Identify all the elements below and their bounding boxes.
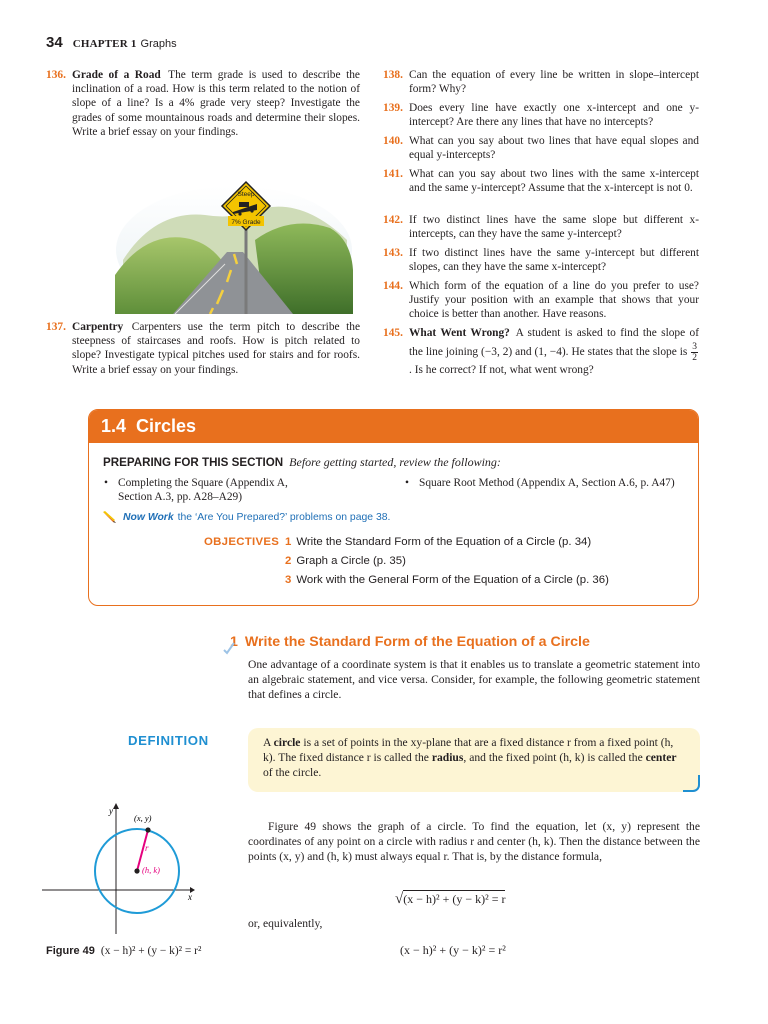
- now-work-line[interactable]: [101, 510, 390, 524]
- sign-text-grade: 7% Grade: [231, 219, 261, 226]
- exercise-145: [383, 326, 700, 378]
- prep-item-text: Completing the Square (Appendix A, Section A.3, pp. A28–A29): [118, 477, 288, 504]
- steep-grade-road-illustration: [115, 180, 353, 314]
- definition-fragment: of the circle.: [263, 765, 322, 779]
- fraction-denominator: 2: [692, 352, 697, 363]
- definition-fragment: , and the fixed point (h, k) is called the: [463, 750, 643, 764]
- exercise-136: [46, 68, 360, 139]
- point-label: (x, y): [134, 813, 152, 823]
- definition-text: [263, 736, 687, 780]
- exercise-137: [46, 320, 360, 377]
- bullet-icon: •: [405, 477, 409, 489]
- exercise-140: [383, 134, 699, 162]
- objective-text: Work with the General Form of the Equation of a Circle (p. 36): [296, 574, 609, 586]
- figure-label: Figure 49: [46, 945, 95, 957]
- objectives-label: OBJECTIVES: [204, 536, 280, 548]
- exercise-number: 137.: [46, 321, 66, 333]
- exercise-text: If two distinct lines have the same slope but different x-intercepts, can they have the same y-intercept?: [409, 214, 699, 241]
- section-header: [89, 410, 698, 443]
- prep-item: [104, 476, 323, 504]
- term-radius: radius: [431, 750, 464, 764]
- now-work-label: Now Work: [123, 511, 174, 523]
- definition-fragment: A: [263, 736, 271, 749]
- figure-caption-equation: (x − h)² + (y − k)² = r²: [100, 945, 202, 957]
- exercise-text: A student is asked to find the slope of the line joining (−3, 2) and (1, −4). He states that the slope is: [409, 327, 700, 358]
- prep-item: [405, 476, 679, 490]
- chapter-label: CHAPTER 1: [72, 38, 137, 50]
- now-work-link[interactable]: the ‘Are You Prepared?’ problems on page 38.: [177, 511, 391, 523]
- sign-text-steep: Steep: [237, 191, 255, 198]
- slope-fraction: [691, 342, 698, 363]
- fraction-numerator: 3: [692, 341, 697, 352]
- preparing-row: [103, 455, 501, 470]
- exercise-144: [383, 279, 699, 322]
- distance-formula: [395, 891, 505, 908]
- pencil-icon: [101, 510, 119, 524]
- exercise-number: 145.: [383, 327, 403, 339]
- radius-label: r: [145, 843, 149, 853]
- exercise-141: [383, 167, 699, 195]
- exercise-number: 144.: [383, 280, 403, 292]
- objective-item: [285, 574, 609, 586]
- definition-fragment: is a set of points in the xy-plane that are a fixed distance r from a fixed point (h, k). The fixed distance r is called the: [263, 736, 674, 764]
- exercise-number: 142.: [383, 214, 403, 226]
- preparing-note: Before getting started, review the following:: [289, 455, 501, 469]
- exercise-number: 138.: [383, 69, 403, 81]
- exercise-text: Carpenters use the term pitch to describe the steepness of staircases and roofs. How is pitch related to slope? Investigate typical pitches used for stairs and for roofs. Write a brief essay on your findings.: [72, 321, 360, 376]
- objective-heading-text: Write the Standard Form of the Equation of a Circle: [244, 634, 590, 650]
- objective-item: [285, 555, 406, 567]
- exercise-title: What Went Wrong?: [409, 327, 510, 339]
- definition-corner-mark: [683, 775, 700, 792]
- formula-expression: (x − h)² + (y − k)² = r: [403, 892, 506, 906]
- exercise-number: 141.: [383, 168, 403, 180]
- exercise-text: Does every line have exactly one x-intercept and one y-intercept? Are there any lines that have no intercepts?: [409, 102, 699, 129]
- exercise-number: 140.: [383, 135, 403, 147]
- exercise-number: 136.: [46, 69, 66, 81]
- figure-49-circle-graph: [42, 800, 200, 934]
- standard-form-formula: (x − h)² + (y − k)² = r²: [400, 943, 506, 957]
- section-number: 1.4: [101, 416, 127, 436]
- exercise-143: [383, 246, 699, 274]
- section-title: Circles: [136, 416, 197, 436]
- objective-number: 1: [285, 536, 292, 548]
- exercise-138: [383, 68, 699, 96]
- objective-number: 3: [285, 574, 292, 586]
- term-circle: circle: [273, 736, 301, 749]
- checkmark-icon: [222, 641, 236, 655]
- chapter-title: Graphs: [140, 38, 177, 50]
- radical-icon: √: [395, 891, 404, 907]
- exercise-text-after: . Is he correct? If not, what went wrong?: [409, 363, 594, 376]
- exercise-text: Which form of the equation of a line do you prefer to use? Justify your position with an example that shows that your choice is better than another. Have reasons.: [409, 280, 699, 321]
- exercise-139: [383, 101, 699, 129]
- exercise-title: Grade of a Road: [72, 69, 161, 81]
- exercise-number: 143.: [383, 247, 403, 259]
- exercise-text: What can you say about two lines with the same x-intercept and the same y-intercept? Assume that the x-intercept is not 0.: [409, 168, 699, 195]
- preparing-title: PREPARING FOR THIS SECTION: [103, 456, 284, 469]
- running-header: [46, 34, 177, 52]
- exercise-number: 139.: [383, 102, 403, 114]
- prep-item-text: Square Root Method (Appendix A, Section A.6, p. A47): [419, 477, 675, 489]
- bullet-icon: •: [104, 477, 108, 489]
- figure-paragraph: Figure 49 shows the graph of a circle. To find the equation, let (x, y) represent the coordinates of any point on a circle with radius r and center (h, k). Then the distance between the points (x, y) and (h, k) must always equal r. That is, by the distance formula,: [248, 820, 700, 863]
- definition-label: DEFINITION: [128, 733, 209, 748]
- objective-1-heading: [230, 634, 590, 650]
- objective-heading-number: 1: [230, 634, 238, 650]
- exercise-text: Can the equation of every line be written in slope–intercept form? Why?: [409, 69, 699, 96]
- exercise-text: What can you say about two lines that have equal slopes and equal y-intercepts?: [409, 135, 699, 162]
- exercise-text: The term grade is used to describe the inclination of a road. How is this term related to the notion of slope of a line? Is a 4% grade very steep? Investigate the grades of some mountainous roads and determine their slopes. Write a brief essay on your findings.: [72, 69, 360, 138]
- y-axis-label: y: [109, 806, 113, 816]
- exercise-title: Carpentry: [72, 321, 124, 333]
- figure-49-caption: [46, 945, 201, 957]
- exercise-142: [383, 213, 699, 241]
- objective-text: Graph a Circle (p. 35): [296, 555, 406, 567]
- objective-item: [285, 536, 591, 548]
- term-center: center: [645, 750, 677, 764]
- center-label: (h, k): [142, 865, 160, 875]
- objective-number: 2: [285, 555, 292, 567]
- x-axis-label: x: [188, 892, 192, 902]
- objective-text: Write the Standard Form of the Equation of a Circle (p. 34): [296, 536, 592, 548]
- exercise-text: If two distinct lines have the same y-intercept but different slopes, can they have the same x-intercept?: [409, 247, 699, 274]
- page-number: 34: [46, 34, 63, 51]
- or-equivalently-text: or, equivalently,: [248, 917, 323, 930]
- intro-paragraph: One advantage of a coordinate system is that it enables us to translate a geometric statement into an algebraic statement, and vice versa. Consider, for example, the following geometric statement that defines a circle.: [248, 658, 700, 701]
- section-intro-box: [88, 409, 699, 606]
